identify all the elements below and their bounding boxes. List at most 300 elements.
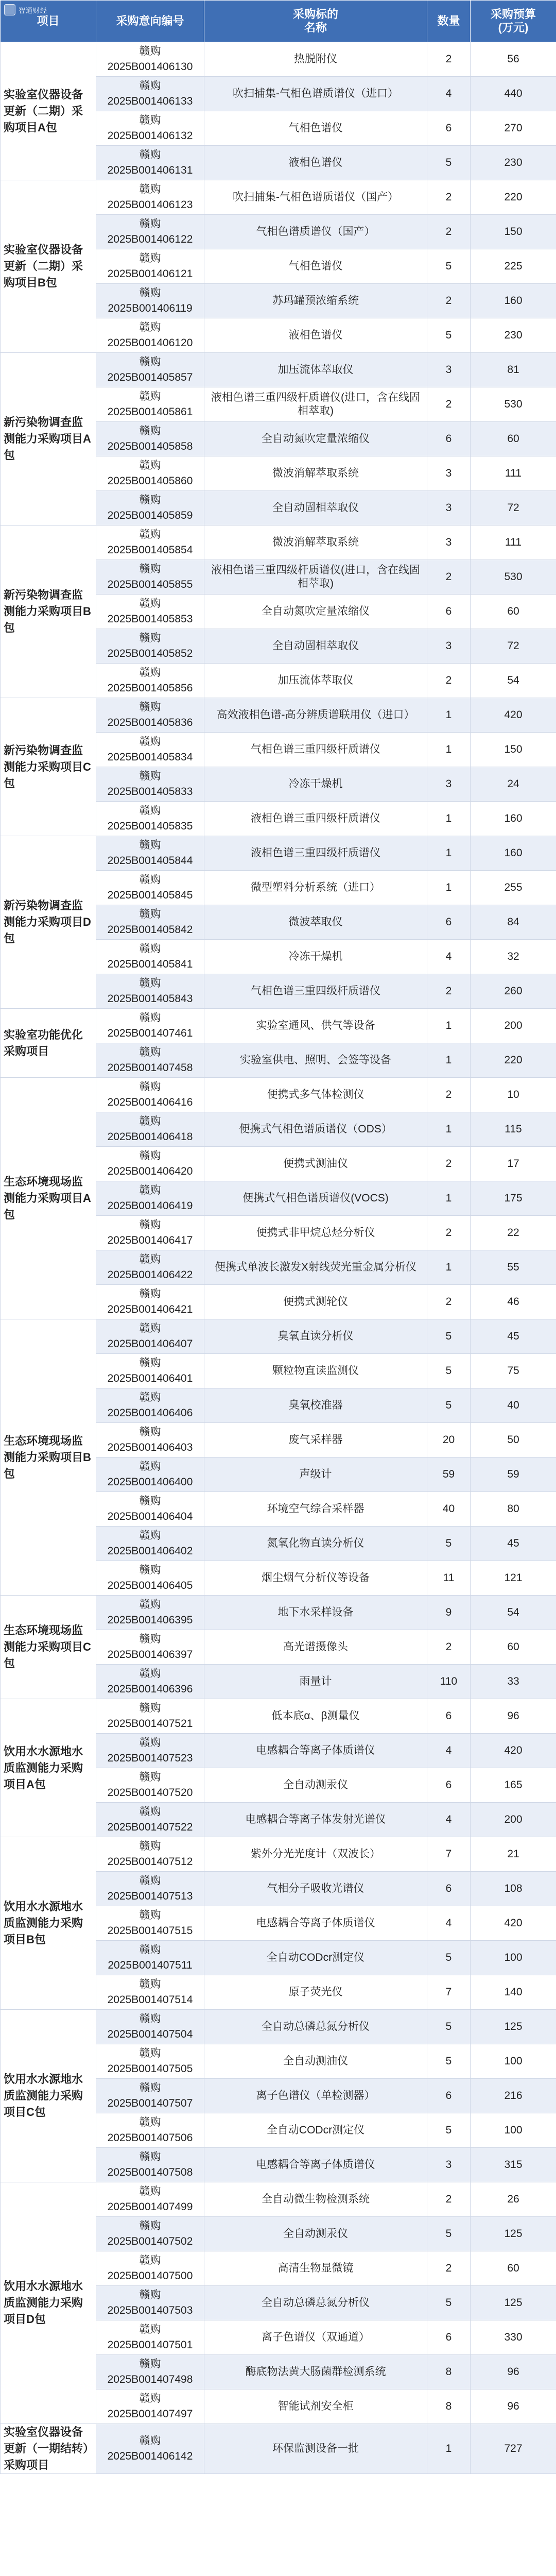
- code-cell: [96, 1906, 204, 1941]
- code-cell: [96, 2320, 204, 2355]
- budget-cell: 420: [471, 1906, 556, 1941]
- name-cell: 电感耦合等离子体质谱仪: [204, 2148, 427, 2182]
- code-number: 2025B001407521: [107, 1718, 193, 1730]
- code-number: 2025B001406120: [107, 337, 193, 349]
- qty-cell: 5: [427, 1388, 471, 1423]
- code-number: 2025B001407514: [107, 1994, 193, 2006]
- code-number: 2025B001407499: [107, 2201, 193, 2213]
- budget-cell: 24: [471, 767, 556, 802]
- code-cell: [96, 1975, 204, 2010]
- qty-cell: 3: [427, 767, 471, 802]
- qty-cell: 2: [427, 1216, 471, 1250]
- code-prefix: 赣购: [139, 1184, 161, 1196]
- name-cell: 全自动CODcr测定仪: [204, 2113, 427, 2148]
- code-cell: [96, 2113, 204, 2148]
- table-header-row: [1, 1, 556, 42]
- budget-cell: 150: [471, 733, 556, 767]
- qty-cell: 6: [427, 1699, 471, 1734]
- code-prefix: 赣购: [139, 1323, 161, 1334]
- code-prefix: 赣购: [139, 321, 161, 333]
- qty-cell: 6: [427, 111, 471, 146]
- code-number: 2025B001406397: [107, 1649, 193, 1660]
- code-prefix: 赣购: [139, 805, 161, 817]
- project-cell: 饮用水水源地水质监测能力采购项目B包: [1, 1837, 96, 2010]
- budget-cell: 54: [471, 1596, 556, 1630]
- qty-cell: 2: [427, 974, 471, 1009]
- code-number: 2025B001406421: [107, 1303, 193, 1315]
- name-cell: 吹扫捕集-气相色谱质谱仪（国产）: [204, 180, 427, 215]
- code-prefix: 赣购: [139, 356, 161, 368]
- code-prefix: 赣购: [139, 2220, 161, 2232]
- budget-cell: 111: [471, 526, 556, 560]
- code-number: 2025B001405833: [107, 786, 193, 798]
- budget-cell: 26: [471, 2182, 556, 2217]
- qty-cell: 4: [427, 1803, 471, 1837]
- code-cell: [96, 1561, 204, 1596]
- qty-cell: 40: [427, 1492, 471, 1527]
- code-cell: [96, 595, 204, 629]
- qty-cell: 6: [427, 2320, 471, 2355]
- code-number: 2025B001407522: [107, 1821, 193, 1833]
- qty-cell: 6: [427, 1872, 471, 1906]
- code-prefix: 赣购: [139, 943, 161, 955]
- code-number: 2025B001407515: [107, 1925, 193, 1937]
- qty-cell: 2: [427, 560, 471, 595]
- qty-cell: 2: [427, 42, 471, 77]
- code-cell: [96, 767, 204, 802]
- code-number: 2025B001405845: [107, 889, 193, 901]
- budget-cell: 220: [471, 1043, 556, 1078]
- code-cell: [96, 2389, 204, 2424]
- code-number: 2025B001406400: [107, 1476, 193, 1488]
- code-prefix: 赣购: [139, 598, 161, 609]
- budget-cell: 32: [471, 940, 556, 974]
- header-name-line1: 采购标的: [292, 8, 338, 21]
- qty-cell: 7: [427, 1975, 471, 2010]
- code-cell: [96, 1354, 204, 1388]
- budget-cell: 96: [471, 1699, 556, 1734]
- project-cell: 实验室仪器设备更新（二期）采购项目A包: [1, 42, 96, 180]
- name-cell: 电感耦合等离子体质谱仪: [204, 1906, 427, 1941]
- code-prefix: 赣购: [139, 1219, 161, 1231]
- code-number: 2025B001406119: [108, 302, 193, 314]
- code-number: 2025B001407461: [107, 1027, 193, 1039]
- name-cell: 加压流体萃取仪: [204, 353, 427, 387]
- name-cell: 高光谱摄像头: [204, 1630, 427, 1665]
- code-cell: [96, 871, 204, 905]
- code-prefix: 赣购: [139, 45, 161, 57]
- project-cell: 饮用水水源地水质监测能力采购项目D包: [1, 2182, 96, 2424]
- budget-cell: 121: [471, 1561, 556, 1596]
- budget-cell: 21: [471, 1837, 556, 1872]
- code-prefix: 赣购: [139, 2358, 161, 2370]
- watermark-text: 智通财经: [19, 6, 48, 14]
- qty-cell: 59: [427, 1458, 471, 1492]
- code-number: 2025B001407523: [107, 1752, 193, 1764]
- code-number: 2025B001405842: [107, 924, 193, 936]
- code-prefix: 赣购: [139, 736, 161, 748]
- code-number: 2025B001406121: [107, 268, 193, 280]
- qty-cell: 2: [427, 1078, 471, 1112]
- code-prefix: 赣购: [139, 1461, 161, 1472]
- name-cell: 全自动氮吹定量浓缩仪: [204, 595, 427, 629]
- code-cell: [96, 2079, 204, 2113]
- name-cell: 全自动总磷总氮分析仪: [204, 2010, 427, 2044]
- code-cell: [96, 1078, 204, 1112]
- qty-cell: 2: [427, 284, 471, 318]
- code-prefix: 赣购: [139, 1081, 161, 1093]
- budget-cell: 200: [471, 1803, 556, 1837]
- table-row: [1, 1078, 556, 1112]
- budget-cell: 727: [471, 2424, 556, 2474]
- qty-cell: 2: [427, 1285, 471, 1319]
- header-budget-line1: 采购预算: [490, 8, 536, 21]
- name-cell: 氮氧化物直读分析仪: [204, 1527, 427, 1561]
- qty-cell: 3: [427, 2148, 471, 2182]
- code-cell: [96, 1699, 204, 1734]
- name-cell: 废气采样器: [204, 1423, 427, 1458]
- code-number: 2025B001407501: [107, 2339, 193, 2351]
- code-cell: [96, 1768, 204, 1803]
- code-cell: [96, 2424, 204, 2474]
- budget-cell: 80: [471, 1492, 556, 1527]
- code-number: 2025B001405856: [107, 682, 193, 694]
- code-prefix: 赣购: [139, 2013, 161, 2025]
- budget-cell: 315: [471, 2148, 556, 2182]
- budget-cell: 125: [471, 2217, 556, 2251]
- code-cell: [96, 1596, 204, 1630]
- code-number: 2025B001406416: [107, 1096, 193, 1108]
- project-cell: 生态环境现场监测能力采购项目A包: [1, 1078, 96, 1319]
- qty-cell: 3: [427, 526, 471, 560]
- qty-cell: 1: [427, 802, 471, 836]
- code-cell: [96, 1458, 204, 1492]
- code-cell: [96, 629, 204, 664]
- qty-cell: 5: [427, 249, 471, 284]
- code-prefix: 赣购: [139, 114, 161, 126]
- qty-cell: 3: [427, 629, 471, 664]
- code-prefix: 赣购: [139, 563, 161, 575]
- qty-cell: 1: [427, 871, 471, 905]
- name-cell: 便携式多气体检测仪: [204, 1078, 427, 1112]
- budget-cell: 125: [471, 2286, 556, 2320]
- budget-cell: 100: [471, 1941, 556, 1975]
- budget-cell: 260: [471, 974, 556, 1009]
- name-cell: 便携式测油仪: [204, 1147, 427, 1181]
- name-cell: 加压流体萃取仪: [204, 664, 427, 698]
- code-prefix: 赣购: [139, 1495, 161, 1507]
- code-prefix: 赣购: [139, 2324, 161, 2335]
- code-prefix: 赣购: [139, 2185, 161, 2197]
- code-number: 2025B001405841: [107, 958, 193, 970]
- budget-cell: 220: [471, 180, 556, 215]
- code-cell: [96, 422, 204, 456]
- budget-cell: 420: [471, 1734, 556, 1768]
- header-name: [204, 1, 427, 42]
- header-name-line2: 名称: [304, 21, 327, 34]
- qty-cell: 1: [427, 1009, 471, 1043]
- qty-cell: 3: [427, 491, 471, 526]
- code-cell: [96, 77, 204, 111]
- qty-cell: 5: [427, 2010, 471, 2044]
- table-row: [1, 836, 556, 871]
- budget-cell: 56: [471, 42, 556, 77]
- budget-cell: 54: [471, 664, 556, 698]
- budget-cell: 150: [471, 215, 556, 249]
- code-cell: [96, 733, 204, 767]
- code-number: 2025B001405852: [107, 648, 193, 659]
- code-prefix: 赣购: [139, 2082, 161, 2094]
- budget-cell: 40: [471, 1388, 556, 1423]
- code-cell: [96, 905, 204, 940]
- qty-cell: 4: [427, 1906, 471, 1941]
- qty-cell: 2: [427, 2251, 471, 2286]
- budget-cell: 33: [471, 1665, 556, 1699]
- qty-cell: 6: [427, 595, 471, 629]
- code-cell: [96, 1009, 204, 1043]
- name-cell: 全自动测汞仪: [204, 2217, 427, 2251]
- header-qty: 数量: [427, 1, 471, 42]
- budget-cell: 108: [471, 1872, 556, 1906]
- name-cell: 便携式测轮仪: [204, 1285, 427, 1319]
- qty-cell: 5: [427, 2217, 471, 2251]
- name-cell: 液相色谱三重四级杆质谱仪(进口，含在线固相萃取): [204, 560, 427, 595]
- name-cell: 液相色谱仪: [204, 146, 427, 180]
- code-number: 2025B001406419: [107, 1200, 193, 1212]
- name-cell: 酶底物法黄大肠菌群检测系统: [204, 2355, 427, 2389]
- code-prefix: 赣购: [139, 667, 161, 679]
- code-cell: [96, 664, 204, 698]
- code-cell: [96, 1285, 204, 1319]
- code-cell: [96, 1734, 204, 1768]
- code-prefix: 赣购: [139, 2393, 161, 2404]
- budget-cell: 72: [471, 491, 556, 526]
- qty-cell: 2: [427, 2182, 471, 2217]
- code-number: 2025B001405858: [107, 440, 193, 452]
- table-row: [1, 1699, 556, 1734]
- budget-cell: 530: [471, 387, 556, 422]
- name-cell: 气相色谱三重四级杆质谱仪: [204, 733, 427, 767]
- qty-cell: 5: [427, 1527, 471, 1561]
- qty-cell: 3: [427, 353, 471, 387]
- budget-cell: 45: [471, 1527, 556, 1561]
- header-budget: [471, 1, 556, 42]
- name-cell: 电感耦合等离子体质谱仪: [204, 1734, 427, 1768]
- qty-cell: 3: [427, 456, 471, 491]
- code-number: 2025B001405859: [107, 510, 193, 521]
- name-cell: 高清生物显微镜: [204, 2251, 427, 2286]
- code-cell: [96, 215, 204, 249]
- code-cell: [96, 1941, 204, 1975]
- code-number: 2025B001406407: [107, 1338, 193, 1350]
- code-cell: [96, 111, 204, 146]
- code-number: 2025B001407497: [107, 2408, 193, 2420]
- code-prefix: 赣购: [139, 529, 161, 540]
- code-number: 2025B001406133: [107, 95, 193, 107]
- code-number: 2025B001407502: [107, 2235, 193, 2247]
- code-prefix: 赣购: [139, 252, 161, 264]
- name-cell: 微波萃取仪: [204, 905, 427, 940]
- budget-cell: 420: [471, 698, 556, 733]
- name-cell: 地下水采样设备: [204, 1596, 427, 1630]
- project-cell: 实验室功能优化采购项目: [1, 1009, 96, 1078]
- code-number: 2025B001407505: [107, 2063, 193, 2075]
- code-prefix: 赣购: [139, 1840, 161, 1852]
- code-prefix: 赣购: [139, 1392, 161, 1403]
- table-row: [1, 698, 556, 733]
- code-number: 2025B001407508: [107, 2166, 193, 2178]
- table-row: [1, 42, 556, 77]
- code-cell: [96, 974, 204, 1009]
- budget-cell: 60: [471, 422, 556, 456]
- budget-cell: 59: [471, 1458, 556, 1492]
- code-number: 2025B001407498: [107, 2374, 193, 2385]
- watermark: [4, 4, 47, 15]
- code-cell: [96, 1423, 204, 1458]
- code-prefix: 赣购: [139, 1875, 161, 1887]
- project-cell: 新污染物调查监测能力采购项目A包: [1, 353, 96, 526]
- table-row: [1, 2010, 556, 2044]
- code-cell: [96, 1630, 204, 1665]
- budget-cell: 60: [471, 1630, 556, 1665]
- name-cell: 环境空气综合采样器: [204, 1492, 427, 1527]
- budget-cell: 140: [471, 1975, 556, 2010]
- project-cell: 饮用水水源地水质监测能力采购项目A包: [1, 1699, 96, 1837]
- qty-cell: 4: [427, 1734, 471, 1768]
- project-cell: 实验室仪器设备更新（二期）采购项目B包: [1, 180, 96, 353]
- budget-cell: 10: [471, 1078, 556, 1112]
- table-body: [1, 42, 556, 2474]
- code-cell: [96, 1872, 204, 1906]
- table-row: [1, 1319, 556, 1354]
- code-number: 2025B001407520: [107, 1787, 193, 1799]
- code-number: 2025B001406417: [107, 1234, 193, 1246]
- code-prefix: 赣购: [139, 287, 161, 299]
- qty-cell: 7: [427, 1837, 471, 1872]
- budget-cell: 60: [471, 2251, 556, 2286]
- code-cell: [96, 318, 204, 353]
- code-number: 2025B001406123: [107, 199, 193, 211]
- code-prefix: 赣购: [139, 2116, 161, 2128]
- code-number: 2025B001405843: [107, 993, 193, 1005]
- code-prefix: 赣购: [139, 2289, 161, 2301]
- code-number: 2025B001406404: [107, 1511, 193, 1522]
- code-cell: [96, 2010, 204, 2044]
- code-cell: [96, 1527, 204, 1561]
- code-number: 2025B001405855: [107, 579, 193, 590]
- qty-cell: 5: [427, 1319, 471, 1354]
- name-cell: 实验室供电、照明、会签等设备: [204, 1043, 427, 1078]
- budget-cell: 175: [471, 1181, 556, 1216]
- code-cell: [96, 2286, 204, 2320]
- code-number: 2025B001405844: [107, 855, 193, 867]
- code-prefix: 赣购: [139, 494, 161, 506]
- qty-cell: 20: [427, 1423, 471, 1458]
- name-cell: 气相色谱仪: [204, 249, 427, 284]
- code-cell: [96, 1803, 204, 1837]
- name-cell: 液相色谱仪: [204, 318, 427, 353]
- code-cell: [96, 526, 204, 560]
- budget-cell: 230: [471, 146, 556, 180]
- name-cell: 气相分子吸收光谱仪: [204, 1872, 427, 1906]
- code-prefix: 赣购: [139, 1668, 161, 1680]
- code-number: 2025B001405853: [107, 613, 193, 625]
- name-cell: 液相色谱三重四级杆质谱仪(进口，含在线固相萃取): [204, 387, 427, 422]
- budget-cell: 72: [471, 629, 556, 664]
- code-prefix: 赣购: [139, 1944, 161, 1956]
- code-cell: [96, 249, 204, 284]
- project-cell: 饮用水水源地水质监测能力采购项目C包: [1, 2010, 96, 2182]
- qty-cell: 9: [427, 1596, 471, 1630]
- code-number: 2025B001407458: [107, 1062, 193, 1074]
- code-cell: [96, 353, 204, 387]
- code-cell: [96, 1112, 204, 1147]
- budget-cell: 270: [471, 111, 556, 146]
- code-cell: [96, 2355, 204, 2389]
- name-cell: 低本底α、β测量仪: [204, 1699, 427, 1734]
- qty-cell: 1: [427, 1181, 471, 1216]
- code-prefix: 赣购: [139, 874, 161, 886]
- code-number: 2025B001406130: [107, 61, 193, 73]
- table-row: [1, 526, 556, 560]
- code-prefix: 赣购: [139, 908, 161, 920]
- code-cell: [96, 1319, 204, 1354]
- code-prefix: 赣购: [139, 183, 161, 195]
- code-prefix: 赣购: [139, 1046, 161, 1058]
- code-prefix: 赣购: [139, 1633, 161, 1645]
- name-cell: 声级计: [204, 1458, 427, 1492]
- table-row: [1, 180, 556, 215]
- qty-cell: 8: [427, 2355, 471, 2389]
- code-number: 2025B001405860: [107, 475, 193, 487]
- name-cell: 全自动测汞仪: [204, 1768, 427, 1803]
- code-number: 2025B001407500: [107, 2270, 193, 2282]
- code-prefix: 赣购: [139, 1357, 161, 1369]
- qty-cell: 6: [427, 1768, 471, 1803]
- code-cell: [96, 491, 204, 526]
- qty-cell: 1: [427, 733, 471, 767]
- code-cell: [96, 1147, 204, 1181]
- qty-cell: 5: [427, 146, 471, 180]
- name-cell: 便携式单波长激发X射线荧光重金属分析仪: [204, 1250, 427, 1285]
- code-number: 2025B001406402: [107, 1545, 193, 1557]
- name-cell: 吹扫捕集-气相色谱质谱仪（进口）: [204, 77, 427, 111]
- name-cell: 冷冻干燥机: [204, 940, 427, 974]
- code-prefix: 赣购: [139, 632, 161, 644]
- name-cell: 冷冻干燥机: [204, 767, 427, 802]
- code-prefix: 赣购: [139, 391, 161, 402]
- code-number: 2025B001406131: [107, 164, 193, 176]
- code-cell: [96, 2251, 204, 2286]
- name-cell: 离子色谱仪（双通道）: [204, 2320, 427, 2355]
- code-prefix: 赣购: [139, 1599, 161, 1611]
- name-cell: 颗粒物直读监测仪: [204, 1354, 427, 1388]
- code-cell: [96, 1837, 204, 1872]
- budget-cell: 125: [471, 2010, 556, 2044]
- qty-cell: 8: [427, 2389, 471, 2424]
- name-cell: 苏玛罐预浓缩系统: [204, 284, 427, 318]
- code-number: 2025B001407507: [107, 2097, 193, 2109]
- code-number: 2025B001405854: [107, 544, 193, 556]
- code-cell: [96, 1250, 204, 1285]
- code-prefix: 赣购: [139, 80, 161, 92]
- qty-cell: 4: [427, 940, 471, 974]
- name-cell: 全自动微生物检测系统: [204, 2182, 427, 2217]
- table-row: [1, 1837, 556, 1872]
- budget-cell: 84: [471, 905, 556, 940]
- code-number: 2025B001406395: [107, 1614, 193, 1626]
- code-prefix: 赣购: [139, 1737, 161, 1749]
